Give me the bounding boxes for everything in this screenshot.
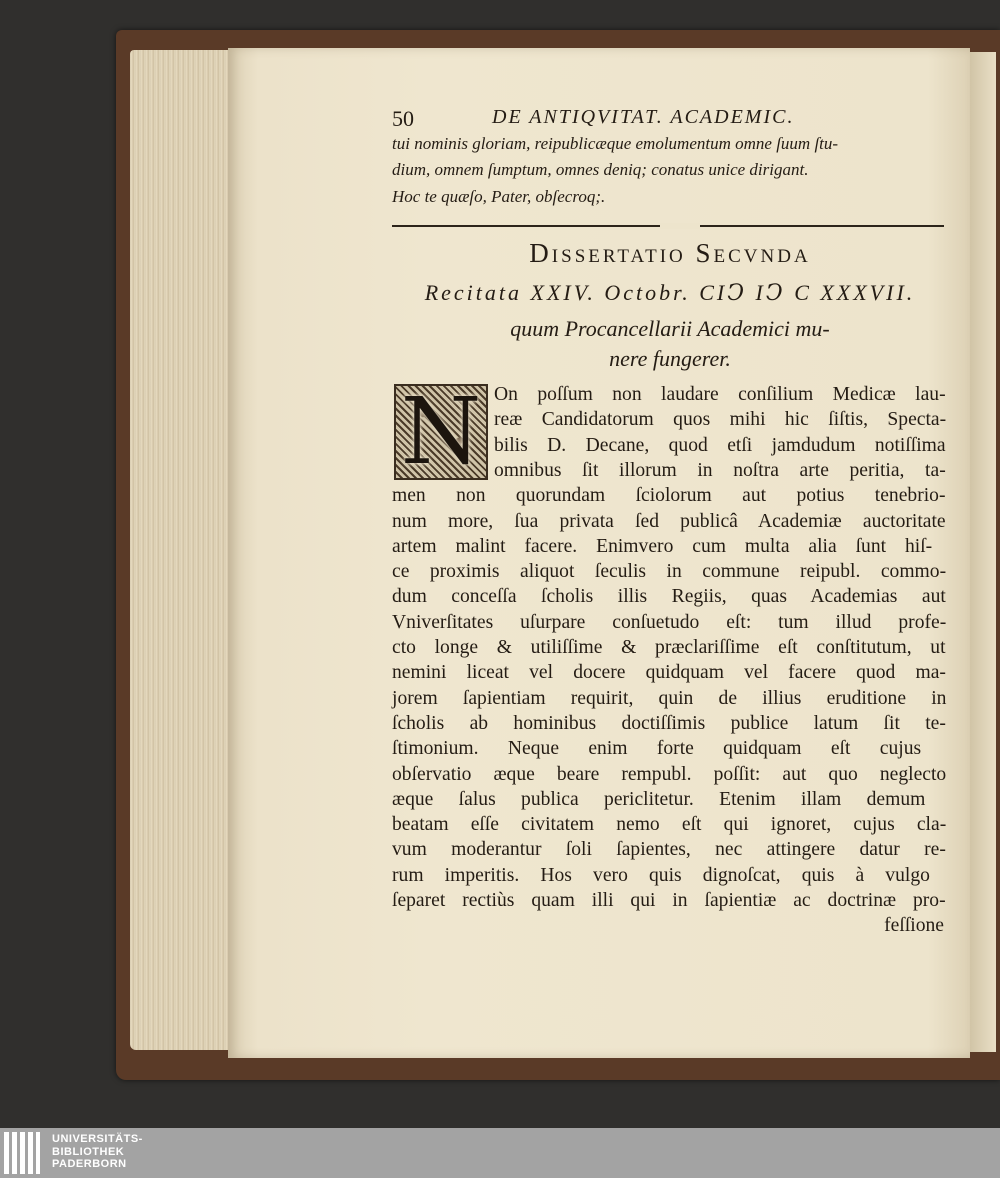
library-logo-text	[52, 1133, 143, 1171]
library-footer	[0, 1128, 1000, 1178]
body-line: dum conceſſa ſcholis illis Regiis, quas Academias aut	[392, 586, 946, 608]
section-rule-gap	[660, 223, 700, 229]
body-line: men non quorundam ſciolorum aut potius tenebrio-	[392, 485, 946, 507]
body-line: jorem ſapientiam requirit, quin de illius eruditione in	[392, 687, 947, 709]
running-head: DE ANTIQVITAT. ACADEMIC.	[492, 106, 795, 128]
decorated-initial	[394, 378, 488, 485]
body-line: ſcholis ab hominibus doctiſſimis publice latum ſit te-	[392, 712, 946, 734]
dissertation-title: Dissertatio Secvnda	[529, 238, 811, 268]
top-italic-line: Hoc te quæſo, Pater, obſecroq;.	[392, 187, 606, 206]
page-edges	[130, 50, 240, 1050]
body-line: ſtimonium. Neque enim forte quidquam eſt cujus	[392, 738, 922, 760]
body-line: ſeparet rectiùs quam illi qui in ſapientiæ ac doctrinæ pro-	[392, 890, 946, 911]
logo-line: PADERBORN	[52, 1158, 127, 1170]
body-line: nemini liceat vel docere quidquam vel facere quod ma-	[392, 662, 946, 684]
initial-letter: N	[400, 378, 482, 485]
next-page-edge	[968, 52, 996, 1052]
body-line: reæ Candidatorum quos mihi hic ſiſtis, Specta-	[494, 409, 947, 431]
body-line: Vniverſitates uſurpare conſuetudo eſt: tum illud profe-	[392, 611, 947, 633]
top-italic-line: tui nominis gloriam, reipublicæque emolumentum omne ſuum ſtu-	[392, 134, 839, 153]
body-line: beatam eſſe civitatem nemo eſt qui ignoret, cujus cla-	[392, 814, 947, 836]
page-number: 50	[392, 106, 414, 131]
body-line: æque ſalus publica periclitetur. Etenim illam demum	[392, 788, 926, 810]
body-line: num more, ſua privata ſed publicâ Academiæ auctoritate	[392, 510, 946, 532]
logo-line: BIBLIOTHEK	[52, 1145, 125, 1158]
dissertation-date: Recitata XXIV. Octobr. CIↃ IↃ C XXXVII.	[424, 280, 916, 305]
top-italic-line: dium, omnem ſumptum, omnes deniq; conatus unice dirigant.	[392, 160, 809, 179]
logo-line: UNIVERSITÄTS-	[52, 1133, 143, 1145]
body-line: ce proximis aliquot ſeculis in commune reipubl. commo-	[392, 561, 947, 583]
body-line: vum moderantur ſoli ſapientes, nec attingere datur re-	[392, 839, 946, 861]
body-line: omnibus ſit illorum in noſtra arte peritia, ta-	[494, 459, 946, 481]
body-line: On poſſum non laudare conſilium Medicæ lau-	[494, 384, 946, 405]
body-line: artem malint facere. Enimvero cum multa alia ſunt hiſ-	[392, 535, 933, 557]
body-line: cto longe & utiliſſime & præclariſſime eſt conſtitutum, ut	[392, 637, 946, 658]
page-header	[392, 104, 948, 134]
library-logo-icon	[4, 1132, 44, 1174]
body-line: rum imperitis. Hos vero quis dignoſcat, quis à vulgo	[392, 864, 930, 886]
body-line: bilis D. Decane, quod etſi jamdudum notiſſima	[494, 434, 946, 456]
body-line: feſſione	[884, 915, 944, 937]
dissertation-subtitle: quum Procancellarii Academici mu-	[510, 316, 830, 341]
dissertation-subtitle: nere fungerer.	[609, 346, 731, 371]
body-line: obſervatio æque beare rempubl. poſſit: aut quo neglecto	[392, 763, 947, 785]
